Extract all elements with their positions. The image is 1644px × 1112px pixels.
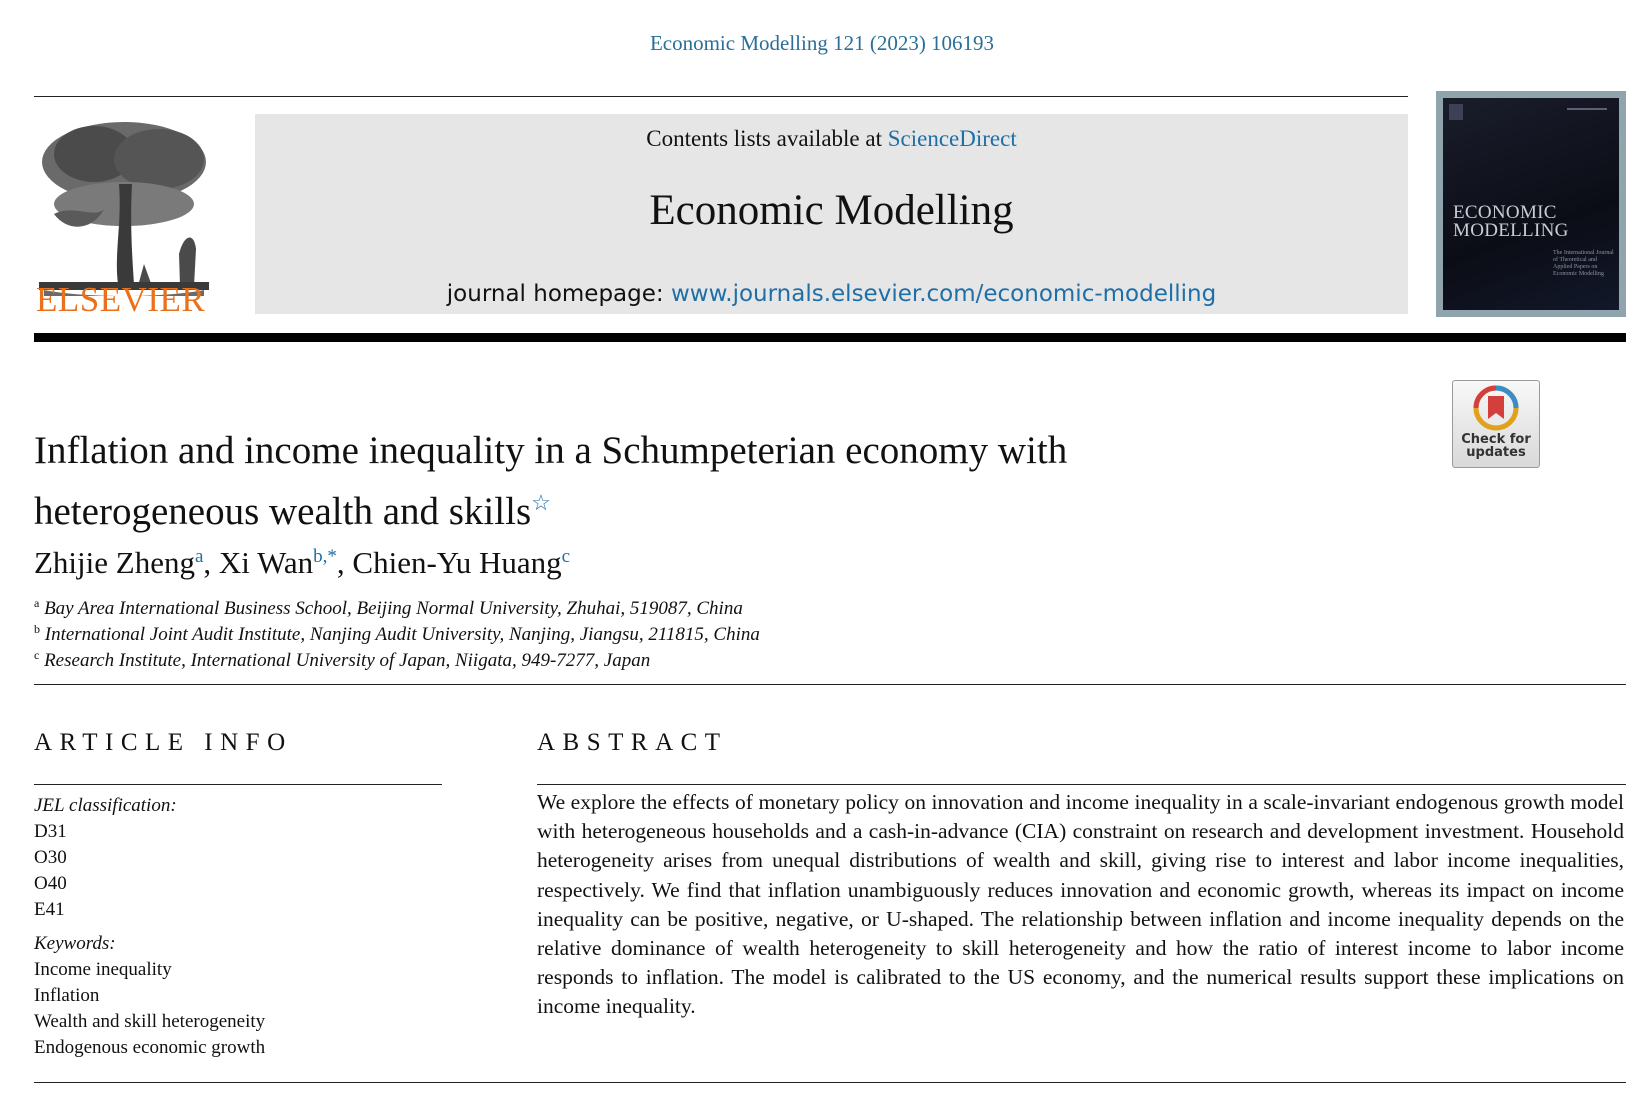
bottom-rule [34, 1082, 1626, 1083]
affiliation-text: Bay Area International Business School, Beijing Normal University, Zhuhai, 519087, China [44, 598, 743, 619]
contents-available-line [255, 126, 1408, 152]
top-rule [34, 96, 1408, 97]
article-title-line1: Inflation and income inequality in a Schumpeterian economy with [34, 429, 1068, 472]
affiliation-mark: a [34, 596, 40, 610]
keywords-label: Keywords: [34, 933, 116, 954]
author-affiliation-mark[interactable]: a [194, 546, 204, 567]
affiliation-mark: b [34, 622, 40, 636]
journal-title: Economic Modelling [649, 187, 1014, 234]
affiliation-text: Research Institute, International University of Japan, Niigata, 949-7277, Japan [44, 650, 651, 671]
spacer [34, 923, 434, 931]
affiliations-rule [34, 684, 1626, 685]
check-line1: Check for [1461, 432, 1531, 447]
abstract-rule [537, 784, 1626, 785]
check-line2: updates [1466, 445, 1526, 460]
article-info-rule [34, 784, 442, 785]
article-title [34, 425, 1354, 538]
cover-title-line2: MODELLING [1453, 220, 1569, 241]
jel-code: D31 [34, 821, 67, 842]
jel-label: JEL classification: [34, 795, 177, 816]
jel-code: O40 [34, 873, 67, 894]
jel-code: E41 [34, 899, 65, 920]
header-thick-rule [34, 333, 1626, 342]
contents-prefix: Contents lists available at [646, 126, 888, 151]
elsevier-wordmark: ELSEVIER [36, 280, 206, 319]
author-affiliation-mark[interactable]: c [561, 546, 571, 567]
cover-title-line1: ECONOMIC [1453, 202, 1557, 223]
check-for-updates-button[interactable] [1452, 380, 1540, 468]
affiliation-a [34, 596, 743, 620]
journal-banner [255, 114, 1408, 314]
article-info-panel [34, 793, 434, 1061]
author-affiliation-mark[interactable]: b,* [313, 546, 337, 567]
crossmark-icon [1453, 381, 1539, 433]
title-footnote-star-link[interactable]: ☆ [531, 490, 551, 515]
author-list [34, 545, 570, 581]
author-separator: , [203, 545, 219, 580]
sciencedirect-link[interactable]: ScienceDirect [887, 126, 1017, 151]
author-name[interactable]: Xi Wan [218, 545, 314, 580]
jel-code: O30 [34, 847, 67, 868]
homepage-prefix: journal homepage: [446, 281, 671, 307]
abstract-heading: ABSTRACT [537, 729, 728, 756]
author-name[interactable]: Chien-Yu Huang [352, 545, 562, 580]
article-title-line2 [34, 477, 1354, 538]
journal-cover-image[interactable] [1436, 91, 1626, 317]
keyword: Wealth and skill heterogeneity [34, 1011, 266, 1032]
affiliation-b [34, 622, 760, 646]
affiliation-mark: c [34, 648, 40, 662]
affiliation-text: International Joint Audit Institute, Nanjing Audit University, Nanjing, Jiangsu, 211815, China [44, 624, 760, 645]
cover-title [1453, 204, 1569, 240]
cover-subtitle: The International Journal of Theoretical and Applied Papers on Economic Modelling [1553, 250, 1614, 277]
journal-homepage-link[interactable]: www.journals.elsevier.com/economic-modelling [670, 281, 1217, 307]
article-title-line2-text: heterogeneous wealth and skills [34, 490, 532, 533]
cover-artwork [1443, 98, 1619, 310]
author-name[interactable]: Zhijie Zheng [34, 545, 195, 580]
keyword: Inflation [34, 985, 100, 1006]
keyword: Endogenous economic growth [34, 1037, 266, 1058]
author-separator: , [336, 545, 353, 580]
affiliation-c [34, 648, 650, 672]
journal-homepage-line [255, 281, 1408, 307]
check-for-updates-label [1453, 433, 1539, 459]
abstract-text: We explore the effects of monetary policy on innovation and income inequality in a scale-invariant endogenous growth model with heterogeneous households and a cash-in-advance (CIA) constraint on research and development investment. Household heterogeneity arises from unequal distributions of wealth and skill, giving rise to interest and labor income inequalities, respectively. We find that inflation unambiguously reduces innovation and economic growth, whereas its impact on income inequality can be positive, negative, or U-shaped. The relationship between inflation and income inequality depends on the relative dominance of wealth heterogeneity to skill heterogeneity and how the ratio of interest income to labor income responds to inflation. The model is calibrated to the US economy, and the numerical results support these implications on income inequality. [537, 790, 1624, 1019]
article-info-heading: ARTICLE INFO [34, 729, 293, 756]
journal-reference-link[interactable]: Economic Modelling 121 (2023) 106193 [649, 31, 995, 55]
keyword: Income inequality [34, 959, 172, 980]
